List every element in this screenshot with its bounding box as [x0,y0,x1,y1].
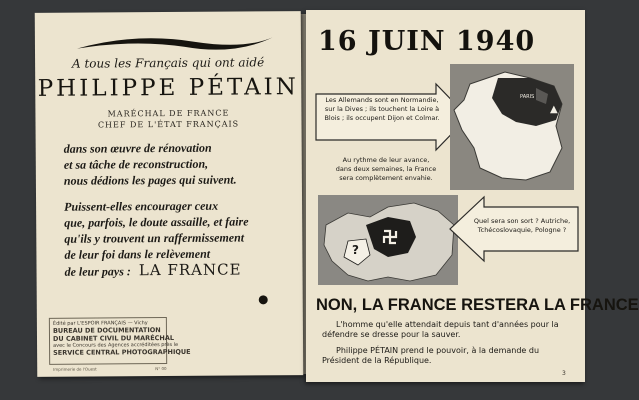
france-map [450,64,574,190]
rank-title [35,107,301,131]
europe-map [318,195,458,285]
la-france-signature: LA FRANCE [138,260,242,280]
paragraph-line: Puissent-elles encourager ceux [64,198,219,214]
arrow-callout-text-1 [322,96,442,123]
stamp-line-5: SERVICE CENTRAL PHOTOGRAPHIQUE [53,347,191,357]
callout-line: Quel sera son sort ? Autriche, [473,217,571,225]
dedication-paragraph-1 [64,139,294,189]
body-paragraph-1: L'homme qu'elle attendait depuis tant d'années pour la défendre se dresse pour la sauver. [322,320,559,339]
headline: NON, LA FRANCE RESTERA LA FRANCE [316,296,639,314]
dedication-line: A tous les Français qui ont aidé [71,55,265,71]
paragraph-end: de leur pays : [64,264,131,279]
publisher-stamp [49,317,191,365]
callout-line: Tchécoslovaquie, Pologne ? [477,226,567,234]
stamp-line-1: Édité par L'ESPOIR FRANÇAIS — Vichy [52,320,148,327]
france-map-drawing [450,64,574,190]
advance-line: Au rythme de leur avance, [342,156,430,164]
stamp-line-3: DU CABINET CIVIL DU MARÉCHAL [52,333,175,343]
advance-line: sera complètement envahie. [339,174,433,182]
stamp-line-2: BUREAU DE DOCUMENTATION [52,326,161,335]
paragraph-line: dans son œuvre de rénovation [63,140,212,156]
bullet-dot [259,295,268,304]
body-paragraph-2: Philippe PÉTAIN prend le pouvoir, à la demande du Président de la République. [322,346,540,365]
paragraph-line: de leur foi dans le relèvement [64,246,211,262]
paragraph-line: qu'ils y trouvent un raffermissement [64,230,245,246]
date-title: 16 JUIN 1940 [318,26,536,57]
right-page-number: 3 [562,370,566,377]
petain-name: PHILIPPE PÉTAIN [37,74,299,102]
map-arrow-glyph: ▲ [550,104,558,115]
rank-line-2: CHEF DE L'ÉTAT FRANÇAIS [97,119,240,130]
dedication-paragraph-2 [64,197,295,280]
europe-map-drawing [318,195,458,285]
rank-line-1: MARÉCHAL DE FRANCE [107,108,230,119]
advance-text [318,156,454,183]
right-page [306,10,639,382]
callout-line: Blois ; ils occupent Dijon et Colmar. [324,114,440,122]
printer-note: Imprimerie de l'Ouest [53,366,97,372]
question-mark: ? [352,243,359,257]
paragraph-line: nous dédions les pages qui suivent. [63,172,237,188]
advance-line: dans deux semaines, la France [335,165,437,173]
callout-line: sur la Dives ; ils touchent la Loire à [324,105,440,113]
paragraph-line: que, parfois, le doute assaille, et faire [64,214,249,230]
decorative-swoosh [75,33,275,52]
left-page [35,11,304,377]
paragraph-line: et sa tâche de reconstruction, [63,156,209,172]
paris-label: PARIS [520,94,535,100]
paragraph-last-line [64,261,294,280]
stamp-line-4: avec le Concours des Agences accréditées près le [53,341,179,349]
callout-line: Les Allemands sont en Normandie, [325,96,439,104]
left-page-number: N° 00 [155,366,167,372]
arrow-callout-text-2 [470,217,574,235]
